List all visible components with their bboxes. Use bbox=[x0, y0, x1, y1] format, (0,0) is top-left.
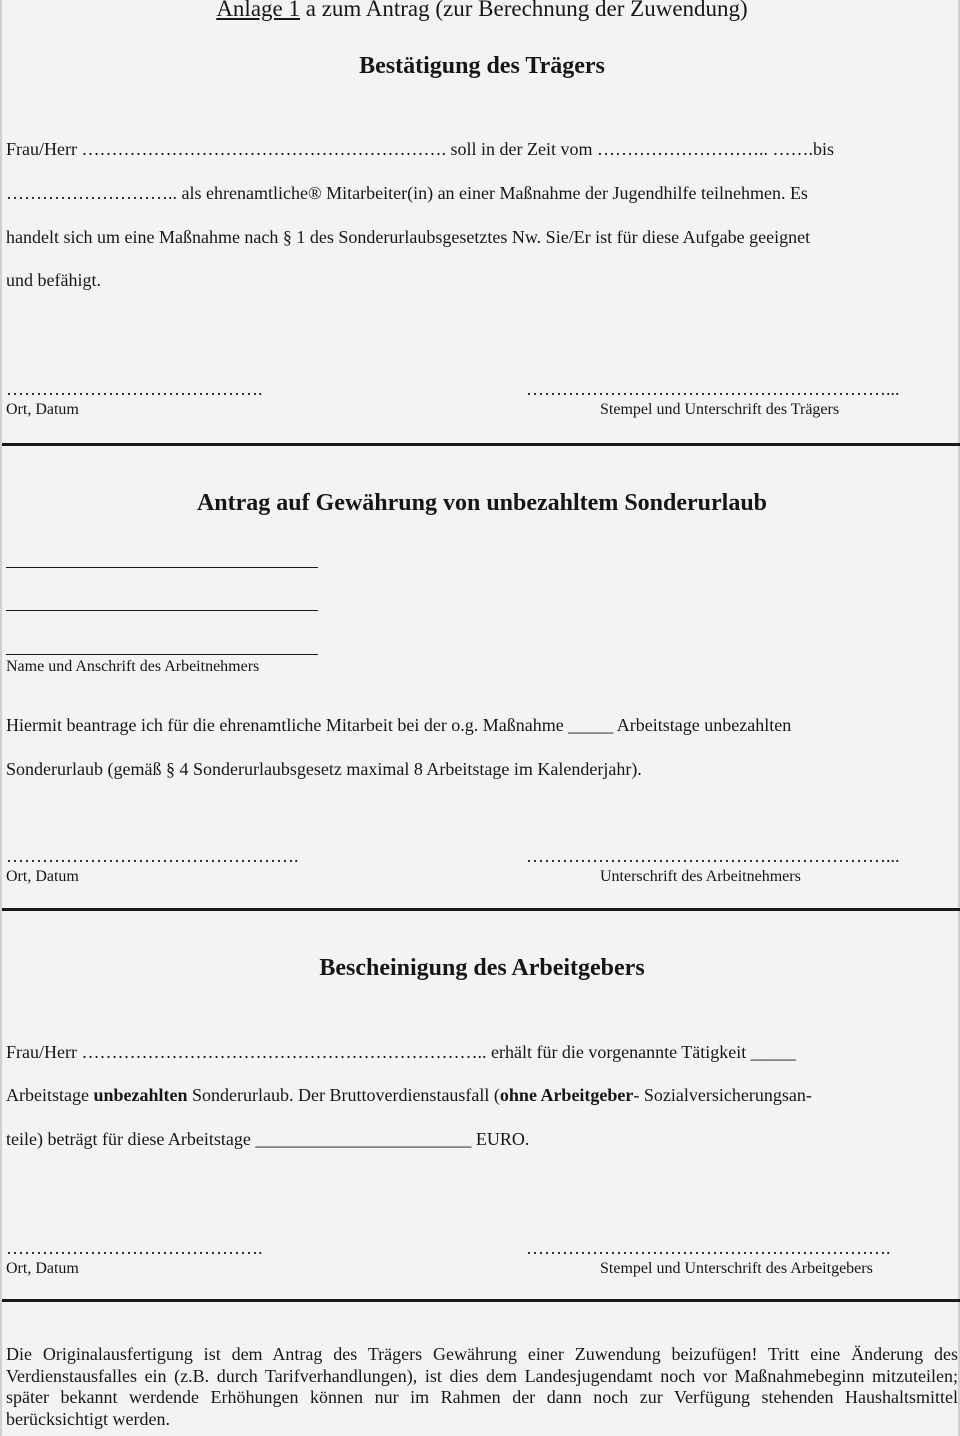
place-date-label: Ort, Datum bbox=[6, 1260, 79, 1277]
employer-line-1: Frau/Herr ………………………………………………………….. erhält für die vorgenannte Tätigkeit _____ bbox=[6, 1042, 796, 1062]
employer-signature-dots: ……………………………………………………. bbox=[526, 1238, 891, 1258]
employer-signature-label: Stempel und Unterschrift des Arbeitgebers bbox=[600, 1260, 873, 1277]
address-line-3 bbox=[6, 654, 318, 655]
employee-signature-dots: ……………………………………………………... bbox=[526, 846, 900, 866]
employer-line-2-b: unbezahlten bbox=[93, 1085, 188, 1105]
footer-note: Die Originalausfertigung ist dem Antrag des Trägers Gewährung einer Zuwendung beizufügen! Tritt eine Änderung des Verdienstausfalles ein (z.B. durch Tarifverhandlungen), ist dies dem Landesjugendamt noch vor Maßnahmebeginn mitzuteilen; später bekannt werdende Erhöhungen können nur im Rahmen der dann noch zur Verfügung stehenden Haushaltsmittel berücksichtigt werden. bbox=[6, 1344, 958, 1429]
employer-line-3: teile) beträgt für diese Arbeitstage ________________________ EURO. bbox=[6, 1129, 530, 1149]
employer-certificate-heading: Bescheinigung des Arbeitgebers bbox=[319, 955, 645, 981]
employer-line-2-c: Sonderurlaub. Der Bruttoverdienstausfall ( bbox=[187, 1085, 500, 1105]
place-date-label: Ort, Datum bbox=[6, 868, 79, 885]
application-line-1-text: Hiermit beantrage ich für die ehrenamtliche Mitarbeit bei der o.g. Maßnahme bbox=[6, 715, 569, 735]
employer-line-2-e: - Sozialversicherungsan- bbox=[633, 1085, 812, 1105]
section-divider bbox=[2, 1299, 960, 1302]
place-date-dots: ……………………………………. bbox=[6, 379, 263, 399]
section-divider bbox=[2, 443, 960, 446]
employer-line-2-d: ohne Arbeitgeber bbox=[499, 1085, 634, 1105]
confirmation-line-2: ……………………….. als ehrenamtliche® Mitarbeiter(in) an einer Maßnahme der Jugendhilfe teilnehmen. Es bbox=[6, 183, 808, 203]
application-line-2: Sonderurlaub (gemäß § 4 Sonderurlaubsgesetz maximal 8 Arbeitstage im Kalenderjahr). bbox=[6, 759, 642, 779]
employer-line-2-a: Arbeitstage bbox=[6, 1085, 94, 1105]
employee-address-label: Name und Anschrift des Arbeitnehmers bbox=[6, 658, 260, 675]
place-date-dots: ……………………………………. bbox=[6, 1238, 263, 1258]
confirmation-line-4: und befähigt. bbox=[6, 270, 101, 290]
application-line-1 bbox=[6, 715, 791, 736]
place-date-label: Ort, Datum bbox=[6, 401, 79, 418]
carrier-signature-dots: ……………………………………………………... bbox=[526, 379, 900, 399]
confirmation-line-3: handelt sich um eine Maßnahme nach § 1 des Sonderurlaubsgesetztes Nw. Sie/Er ist für diese Aufgabe geeignet bbox=[6, 227, 811, 247]
address-line-1 bbox=[6, 567, 318, 568]
annex-title-rest: a zum Antrag (zur Berechnung der Zuwendung) bbox=[299, 0, 748, 21]
confirmation-line-1: Frau/Herr ……………………………………………………. soll in der Zeit vom ……………………….. …….bis bbox=[6, 139, 834, 159]
annex-title bbox=[2, 0, 960, 22]
place-date-dots: …………………………………………. bbox=[6, 846, 299, 866]
workdays-blank: _____ bbox=[568, 715, 614, 735]
employee-signature-label: Unterschrift des Arbeitnehmers bbox=[600, 868, 801, 885]
carrier-signature-label: Stempel und Unterschrift des Trägers bbox=[600, 401, 840, 418]
address-line-2 bbox=[6, 610, 318, 611]
application-heading: Antrag auf Gewährung von unbezahltem Sonderurlaub bbox=[196, 490, 768, 516]
section-divider bbox=[2, 908, 960, 911]
application-line-1-text-end: Arbeitstage unbezahlten bbox=[613, 715, 792, 735]
confirmation-heading: Bestätigung des Trägers bbox=[359, 53, 605, 79]
employer-line-2 bbox=[6, 1085, 812, 1106]
annex-title-underlined: Anlage 1 bbox=[216, 0, 300, 21]
